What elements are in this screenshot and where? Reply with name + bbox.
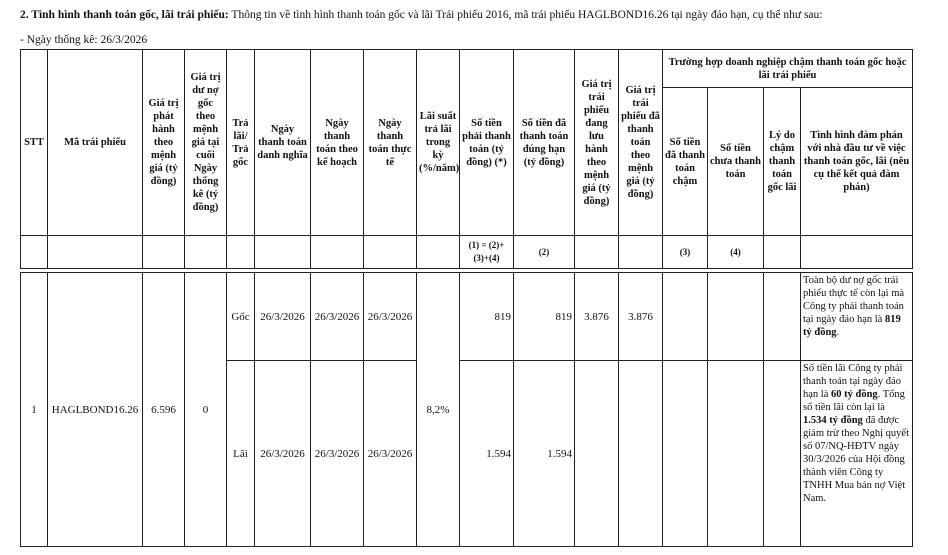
table-row — [21, 273, 913, 361]
formula-paid: (2) — [514, 236, 575, 269]
col-actual-date: Ngày thanh toán thực tế — [364, 50, 417, 236]
formula-late-paid: (3) — [663, 236, 708, 269]
col-outstanding: Giá trị dư nợ gốc theo mệnh giá tại cuối Ngày thống kê (tỷ đồng) — [185, 50, 227, 236]
cell-due: 1.594 — [460, 361, 514, 547]
col-type: Trả lãi/ Trả gốc — [227, 50, 255, 236]
cell-paid-face: 3.876 — [619, 273, 663, 361]
col-reason: Lý do chậm thanh toán gốc lãi — [764, 88, 801, 236]
cell-actual-date: 26/3/2026 — [364, 273, 417, 361]
cell-planned-date: 26/3/2026 — [311, 361, 364, 547]
col-paid-face: Giá trị trái phiếu đã thanh toán theo mệnh giá (tỷ đồng) — [619, 50, 663, 236]
cell-principal-negotiation: Toàn bộ dư nợ gốc trái phiếu thực tế còn lại mà Công ty phải thanh toán tại ngày đáo hạn là 819 tỷ đồng. — [801, 273, 913, 361]
cell-circulating: 3.876 — [575, 273, 619, 361]
cell-type: Lãi — [227, 361, 255, 547]
bond-payment-table — [20, 49, 913, 547]
col-paid: Số tiền đã thanh toán đúng hạn (tỷ đồng) — [514, 50, 575, 236]
col-stt: STT — [21, 50, 48, 236]
cell-paid: 819 — [514, 273, 575, 361]
cell-paid: 1.594 — [514, 361, 575, 547]
stat-date: - Ngày thống kê: 26/3/2026 — [20, 34, 148, 46]
section-heading-bold: 2. Tình hình thanh toán gốc, lãi trái phiếu: — [20, 9, 229, 21]
col-late-group: Trường hợp doanh nghiệp chậm thanh toán gốc hoặc lãi trái phiếu — [663, 50, 913, 88]
cell-code: HAGLBOND16.26 — [48, 273, 143, 547]
formula-unpaid: (4) — [708, 236, 764, 269]
col-issued: Giá trị phát hành theo mệnh giá (tỷ đồng) — [143, 50, 185, 236]
cell-planned-date: 26/3/2026 — [311, 273, 364, 361]
section-heading — [20, 9, 822, 21]
cell-interest-negotiation: Số tiền lãi Công ty phải thanh toán tại ngày đáo hạn là 60 tỷ đồng. Tổng số tiền lãi còn lại là 1.534 tỷ đồng đã được giảm trừ theo Nghị quyết số 07/NQ-HĐTV ngày 30/3/2026 của Hội đồng thành viên Công ty TNHH Mua bán nợ Việt Nam. — [801, 361, 913, 547]
cell-rate: 8,2% — [417, 273, 460, 547]
cell-nominal-date: 26/3/2026 — [255, 361, 311, 547]
cell-actual-date: 26/3/2026 — [364, 361, 417, 547]
col-planned-date: Ngày thanh toán theo kế hoạch — [311, 50, 364, 236]
cell-type: Gốc — [227, 273, 255, 361]
col-nominal-date: Ngày thanh toán danh nghĩa — [255, 50, 311, 236]
col-circulating: Giá trị trái phiếu đang lưu hành theo mệnh giá (tỷ đồng) — [575, 50, 619, 236]
cell-nominal-date: 26/3/2026 — [255, 273, 311, 361]
col-negotiation: Tình hình đàm phán với nhà đầu tư về việc thanh toán gốc, lãi (nêu cụ thể kết quả đàm phán) — [801, 88, 913, 236]
section-heading-text: Thông tin về tình hình thanh toán gốc và lãi Trái phiếu 2016, mã trái phiếu HAGLBOND16.26 tại ngày đáo hạn, cụ thể như sau: — [228, 9, 823, 21]
formula-due: (1) = (2)+(3)+(4) — [460, 236, 514, 269]
col-late-paid: Số tiền đã thanh toán chậm — [663, 88, 708, 236]
cell-issued: 6.596 — [143, 273, 185, 547]
cell-outstanding: 0 — [185, 273, 227, 547]
col-unpaid: Số tiền chưa thanh toán — [708, 88, 764, 236]
col-due: Số tiền phải thanh toán (tỷ đồng) (*) — [460, 50, 514, 236]
cell-stt: 1 — [21, 273, 48, 547]
col-rate: Lãi suất trả lãi trong kỳ (%/năm) — [417, 50, 460, 236]
cell-due: 819 — [460, 273, 514, 361]
col-code: Mã trái phiếu — [48, 50, 143, 236]
